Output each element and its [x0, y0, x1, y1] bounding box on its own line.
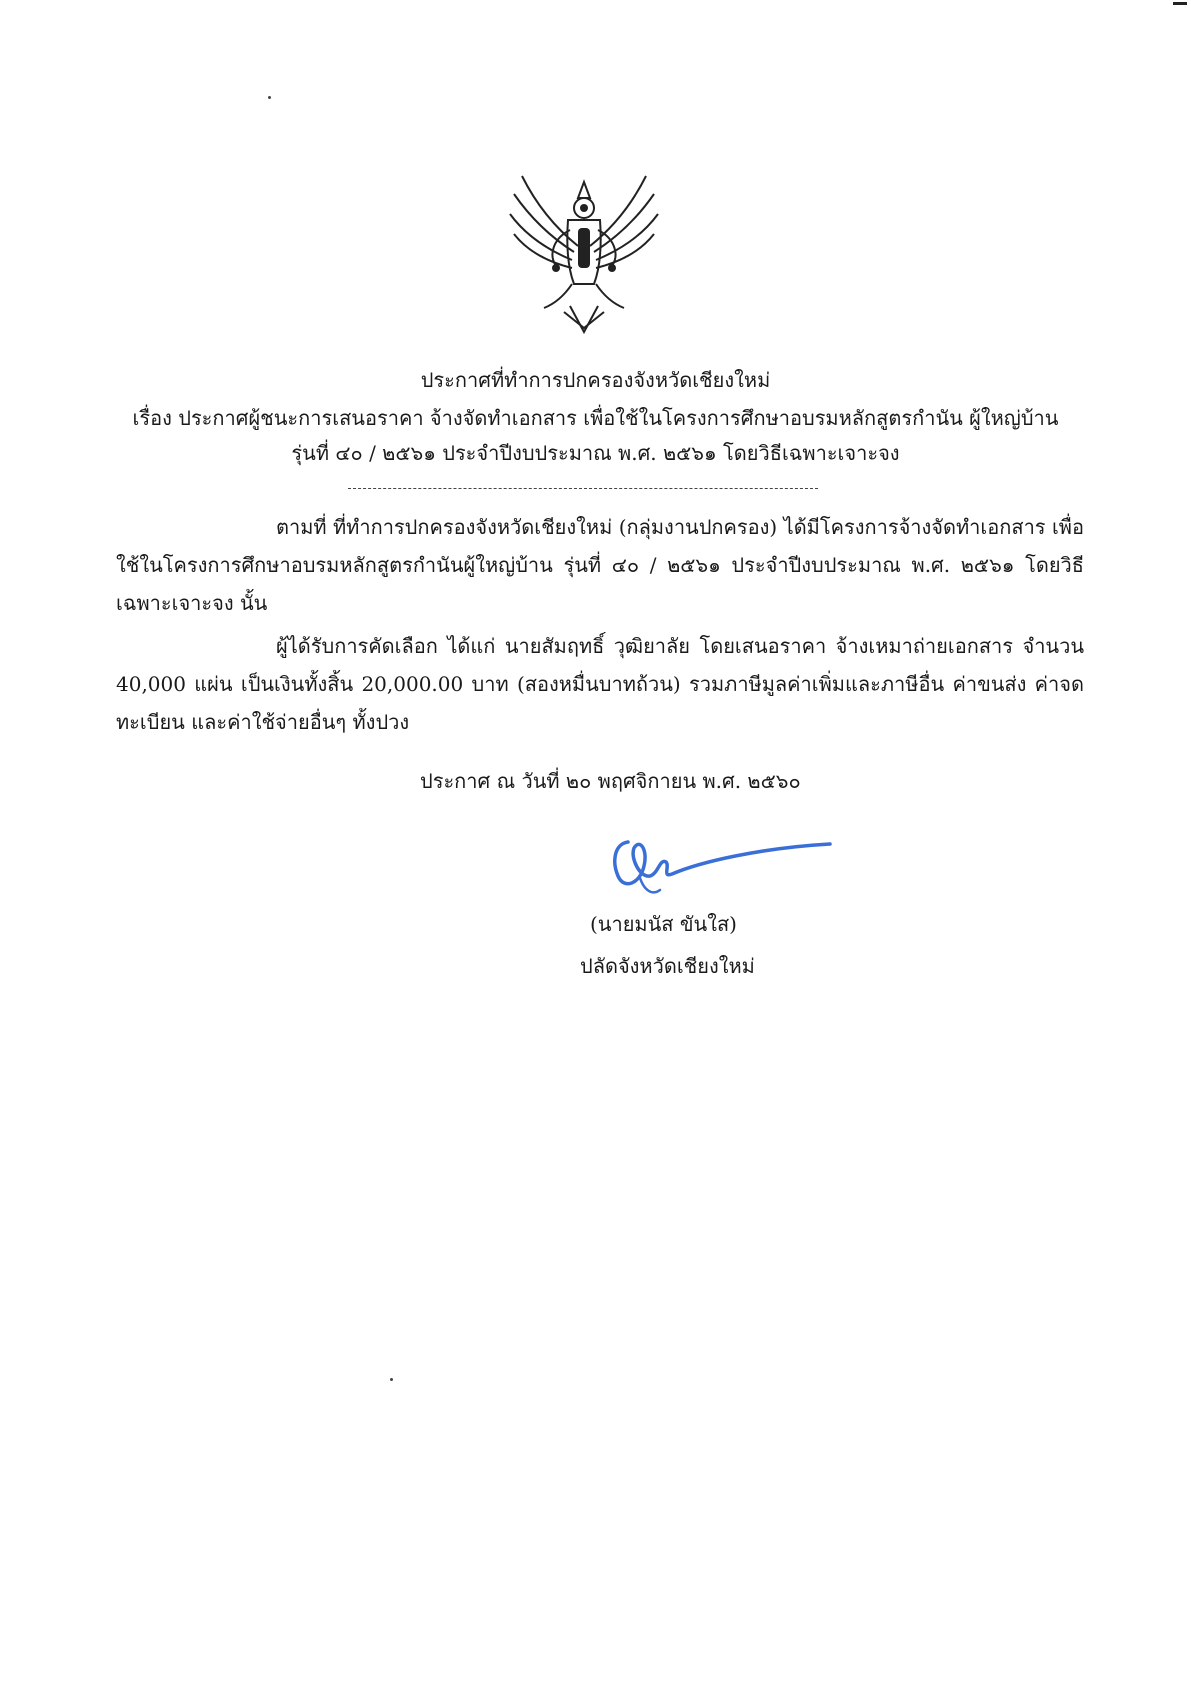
announcement-subject-line-2: รุ่นที่ ๔๐ / ๒๕๖๑ ประจำปีงบประมาณ พ.ศ. ๒๕๖๑ โดยวิธีเฉพาะเจาะจง	[291, 441, 900, 465]
signer-position: ปลัดจังหวัดเชียงใหม่	[580, 954, 755, 978]
announcement-title: ประกาศที่ทำการปกครองจังหวัดเชียงใหม่	[420, 368, 771, 392]
garuda-emblem	[508, 168, 660, 336]
body-paragraph-1: ตามที่ ที่ทำการปกครองจังหวัดเชียงใหม่ (กลุ่มงานปกครอง) ได้มีโครงการจ้างจัดทำเอกสาร เพื่อใช้ในโครงการศึกษาอบรมหลักสูตรกำนันผู้ใหญ่บ้าน รุ่นที่ ๔๐ / ๒๕๖๑ ประจำปีงบประมาณ พ.ศ. ๒๕๖๑ โดยวิธีเฉพาะเจาะจง นั้น	[116, 515, 1084, 615]
dashed-divider	[348, 488, 818, 489]
body-paragraph-2: ผู้ได้รับการคัดเลือก ได้แก่ นายสัมฤทธิ์ วุฒิยาลัย โดยเสนอราคา จ้างเหมาถ่ายเอกสาร จำนวน 40,000 แผ่น เป็นเงินทั้งสิ้น 20,000.00 บาท (สองหมื่นบาทถ้วน) รวมภาษีมูลค่าเพิ่มและภาษีอื่น ค่าขนส่ง ค่าจดทะเบียน และค่าใช้จ่ายอื่นๆ ทั้งปวง	[116, 634, 1084, 734]
signer-name: (นายมนัส ขันใส)	[590, 912, 737, 936]
scan-speck	[390, 1378, 393, 1381]
handwritten-signature	[600, 818, 840, 900]
scan-edge-mark	[1173, 2, 1187, 5]
scan-speck	[268, 96, 271, 99]
announcement-date: ประกาศ ณ วันที่ ๒๐ พฤศจิกายน พ.ศ. ๒๕๖๐	[420, 769, 801, 793]
announcement-subject-line-1: เรื่อง ประกาศผู้ชนะการเสนอราคา จ้างจัดทำเอกสาร เพื่อใช้ในโครงการศึกษาอบรมหลักสูตรกำนัน ผู้ใหญ่บ้าน	[132, 406, 1059, 430]
